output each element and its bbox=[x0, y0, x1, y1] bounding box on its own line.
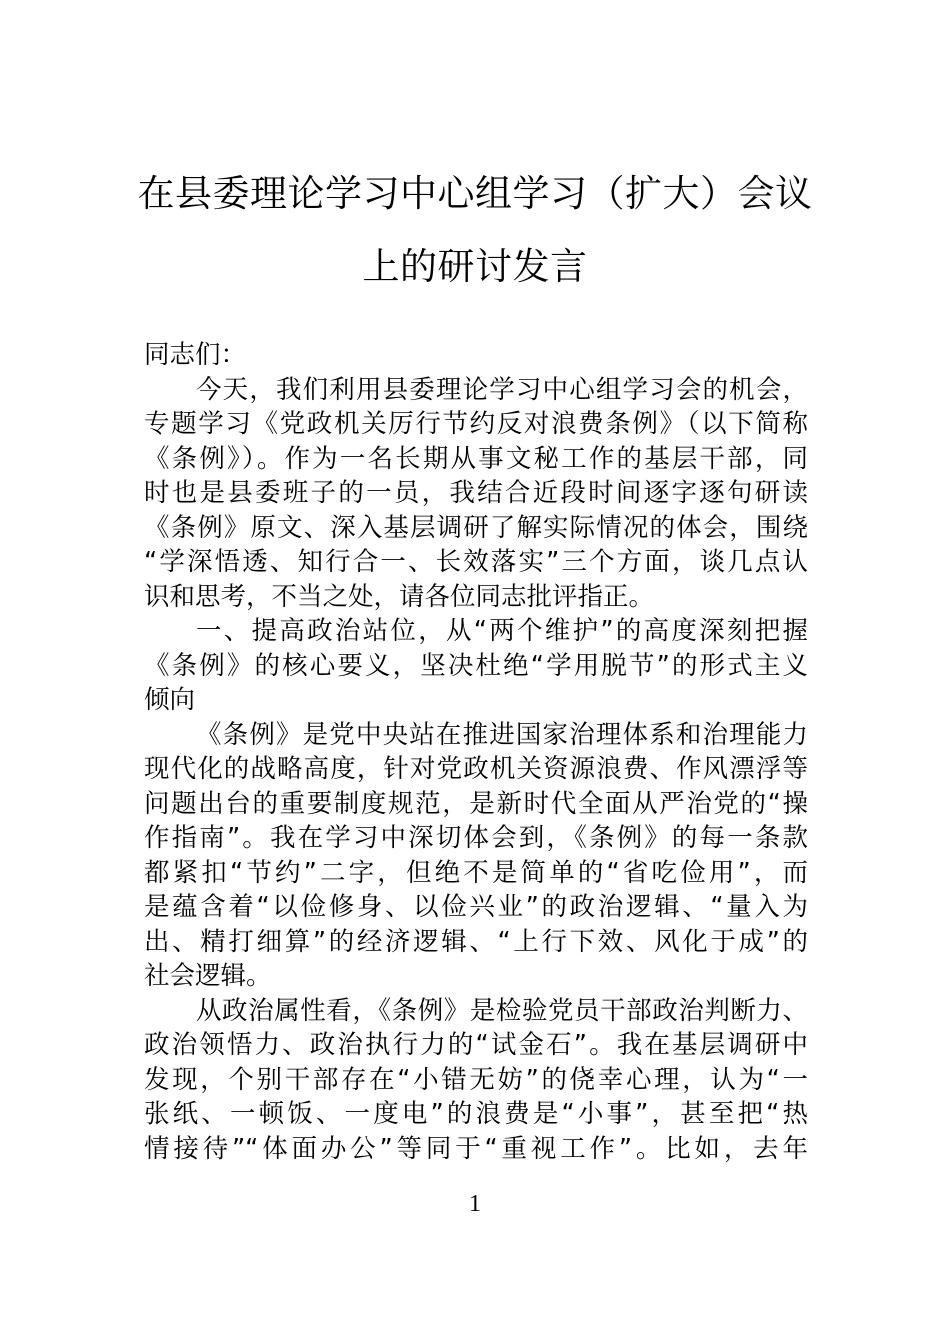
paragraph-line: 《条例》）。作为一名长期从事文秘工作的基层干部，同 bbox=[144, 443, 808, 474]
paragraph-line: 时也是县委班子的一员，我结合近段时间逐字逐句研读 bbox=[144, 478, 808, 508]
paragraph-line: 今天，我们利用县委理论学习中心组学习会的机会， bbox=[196, 374, 808, 405]
paragraph-line: 从政治属性看，《条例》是检验党员干部政治判断力、 bbox=[196, 995, 808, 1026]
heading-line: 倾向 bbox=[144, 685, 196, 715]
paragraph-line: 《条例》原文、深入基层调研了解实际情况的体会，围绕 bbox=[144, 512, 808, 543]
paragraph-regulation-significance bbox=[144, 718, 808, 994]
paragraph-line: “学深悟透、知行合一、长效落实”三个方面，谈几点认 bbox=[144, 547, 808, 577]
paragraph-line: 是蕴含着“以俭修身、以俭兴业”的政治逻辑、“量入为 bbox=[144, 892, 808, 922]
paragraph-line: 作指南”。我在学习中深切体会到，《条例》的每一条款 bbox=[144, 823, 808, 853]
paragraph-line: 发现，个别干部存在“小错无妨”的侥幸心理，认为“一 bbox=[144, 1064, 808, 1095]
paragraph-line: 政治领悟力、政治执行力的“试金石”。我在基层调研中 bbox=[144, 1030, 808, 1060]
paragraph-line: 都紧扣“节约”二字，但绝不是简单的“省吃俭用”，而 bbox=[144, 857, 808, 888]
paragraph-line: 情接待”“体面办公”等同于“重视工作”。比如，去年 bbox=[144, 1133, 808, 1164]
paragraph-line: 问题出台的重要制度规范，是新时代全面从严治党的“操 bbox=[144, 788, 808, 819]
paragraph-line: 《条例》是党中央站在推进国家治理体系和治理能力 bbox=[196, 719, 808, 750]
paragraph-line: 识和思考，不当之处，请各位同志批评指正。 bbox=[144, 581, 655, 612]
paragraph-line: 现代化的战略高度，针对党政机关资源浪费、作风漂浮等 bbox=[144, 754, 808, 784]
page-number: 1 bbox=[469, 1191, 481, 1217]
salutation: 同志们： bbox=[144, 340, 247, 370]
heading-line: 《条例》的核心要义，坚决杜绝“学用脱节”的形式主义 bbox=[144, 650, 808, 681]
paragraph-political-attribute bbox=[144, 994, 808, 1167]
document-body bbox=[144, 338, 808, 1166]
paragraph-introduction bbox=[144, 373, 808, 615]
document-title-line-2: 上的研讨发言 bbox=[362, 245, 588, 288]
document-title-line-1: 在县委理论学习中心组学习（扩大）会议 bbox=[137, 172, 813, 215]
section-heading-1 bbox=[144, 614, 808, 718]
paragraph-line: 出、精打细算”的经济逻辑、“上行下效、风化于成”的 bbox=[144, 926, 808, 957]
heading-line: 一、提高政治站位，从“两个维护”的高度深刻把握 bbox=[196, 616, 808, 646]
paragraph-line: 社会逻辑。 bbox=[144, 961, 272, 991]
paragraph-line: 张纸、一顿饭、一度电”的浪费是“小事”，甚至把“热 bbox=[144, 1099, 808, 1129]
paragraph-line: 专题学习《党政机关厉行节约反对浪费条例》（以下简称 bbox=[144, 409, 808, 439]
